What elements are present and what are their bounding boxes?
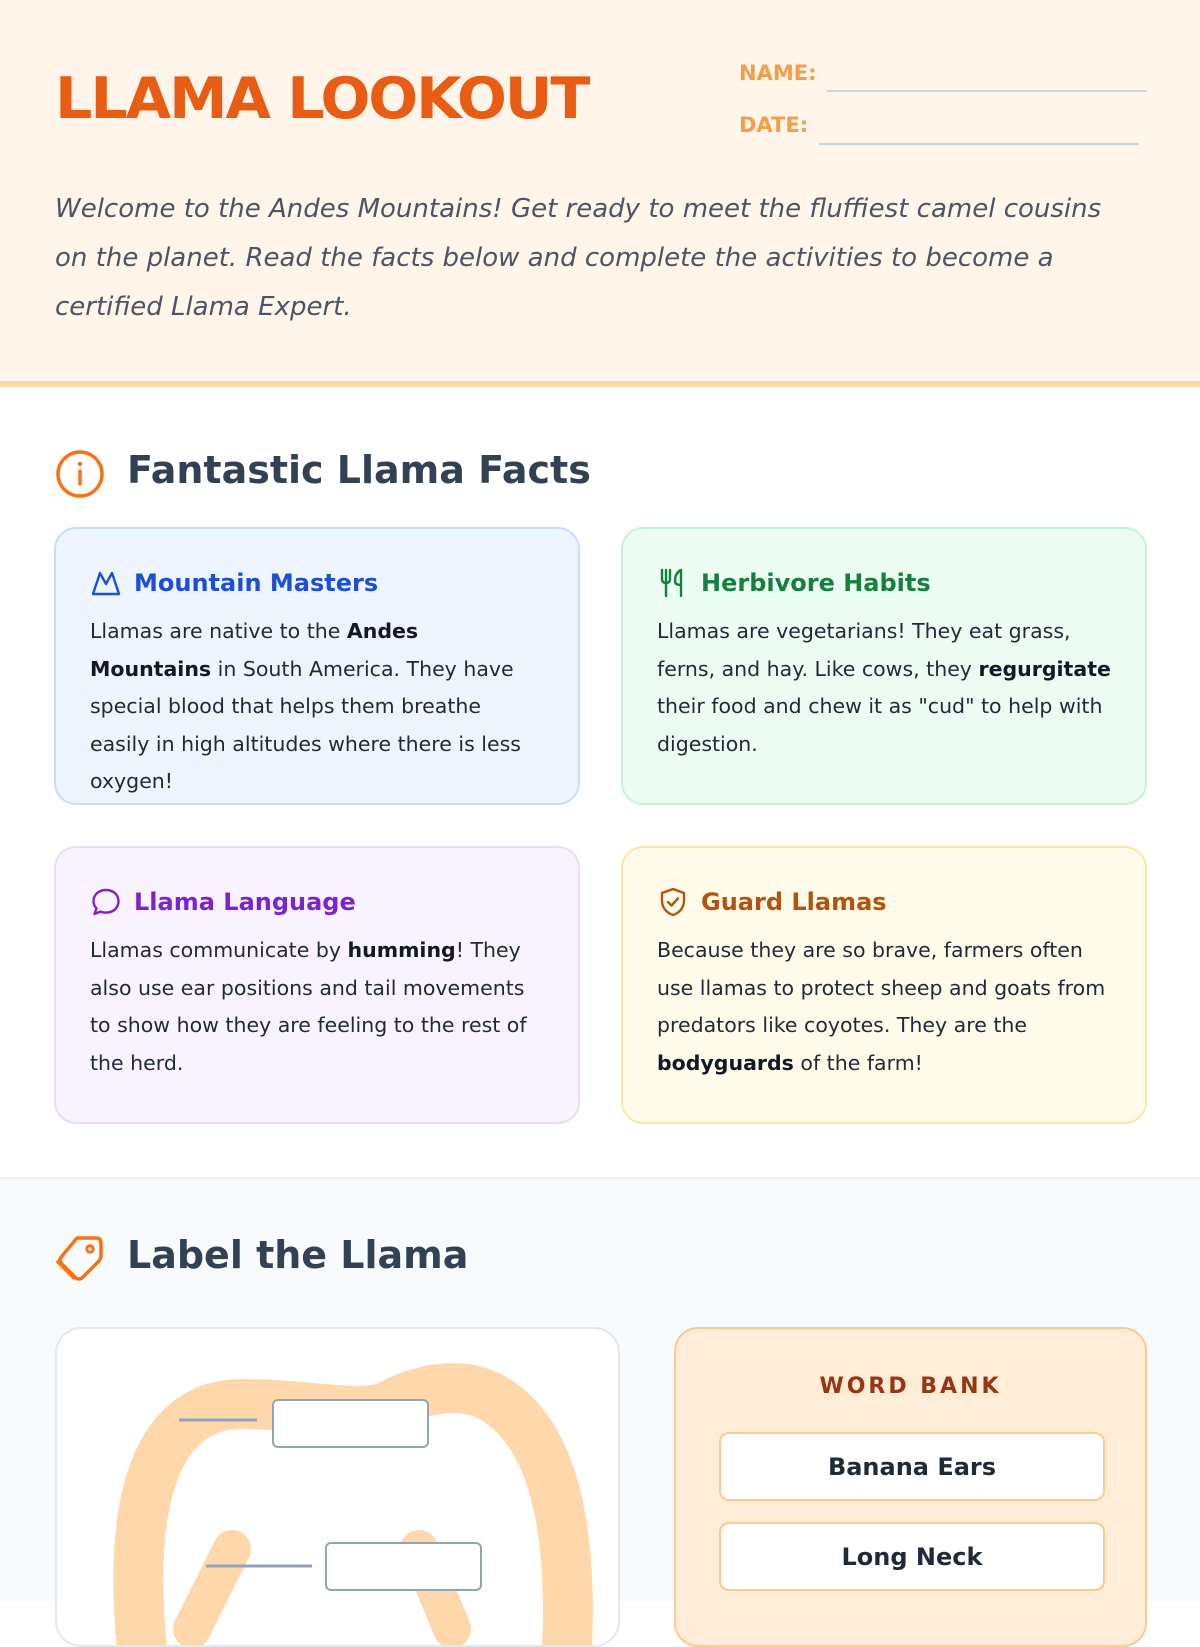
- fact-card-mountain-masters: [54, 527, 580, 805]
- word-bank-item[interactable]: Banana Ears: [719, 1432, 1105, 1501]
- fact-card-text: Because they are so brave, farmers often use llamas to protect sheep and goats from predators like coyotes. They are the bodyguards of the farm!: [657, 938, 1106, 1075]
- fact-card-title: Mountain Masters: [134, 569, 379, 597]
- fact-card-text: Llamas are native to the Andes Mountains in South America. They have special blood that helps them breathe easily in high altitudes where there is less oxygen!: [90, 619, 521, 793]
- llama-illustration: [57, 1329, 620, 1647]
- mountain-icon: [90, 567, 122, 599]
- label-section-title: Label the Llama: [127, 1233, 469, 1277]
- name-field[interactable]: [827, 90, 1147, 92]
- speech-bubble-icon: [90, 886, 122, 918]
- word-bank-item[interactable]: Long Neck: [719, 1522, 1105, 1591]
- facts-section-title: Fantastic Llama Facts: [127, 448, 591, 492]
- date-label: DATE:: [739, 113, 809, 137]
- word-bank-title: WORD BANK: [819, 1374, 1002, 1399]
- word-bank: [674, 1327, 1147, 1647]
- worksheet-header: [0, 0, 1200, 387]
- page-title: LLAMA LOOKOUT: [55, 66, 589, 132]
- info-icon: [55, 449, 105, 499]
- label-answer-box[interactable]: [272, 1399, 429, 1448]
- fact-card-herbivore-habits: [621, 527, 1147, 805]
- llama-diagram: [55, 1327, 620, 1647]
- fact-card-llama-language: [54, 846, 580, 1124]
- fact-card-guard-llamas: [621, 846, 1147, 1124]
- utensils-icon: [657, 567, 689, 599]
- name-label: NAME:: [739, 61, 817, 85]
- label-answer-box[interactable]: [325, 1542, 482, 1591]
- shield-icon: [657, 886, 689, 918]
- date-field[interactable]: [819, 143, 1139, 145]
- fact-card-text: Llamas communicate by humming! They also use ear positions and tail movements to show how they are feeling to the rest of the herd.: [90, 938, 527, 1075]
- fact-card-text: Llamas are vegetarians! They eat grass, ferns, and hay. Like cows, they regurgitate their food and chew it as "cud" to help with digestion.: [657, 619, 1111, 756]
- fact-card-title: Guard Llamas: [701, 888, 887, 916]
- intro-text: Welcome to the Andes Mountains! Get ready to meet the fluffiest camel cousins on the planet. Read the facts below and complete the activities to become a certified Llama Expert.: [55, 194, 1102, 322]
- fact-card-title: Llama Language: [134, 888, 356, 916]
- tag-icon: [55, 1234, 105, 1284]
- fact-card-title: Herbivore Habits: [701, 569, 931, 597]
